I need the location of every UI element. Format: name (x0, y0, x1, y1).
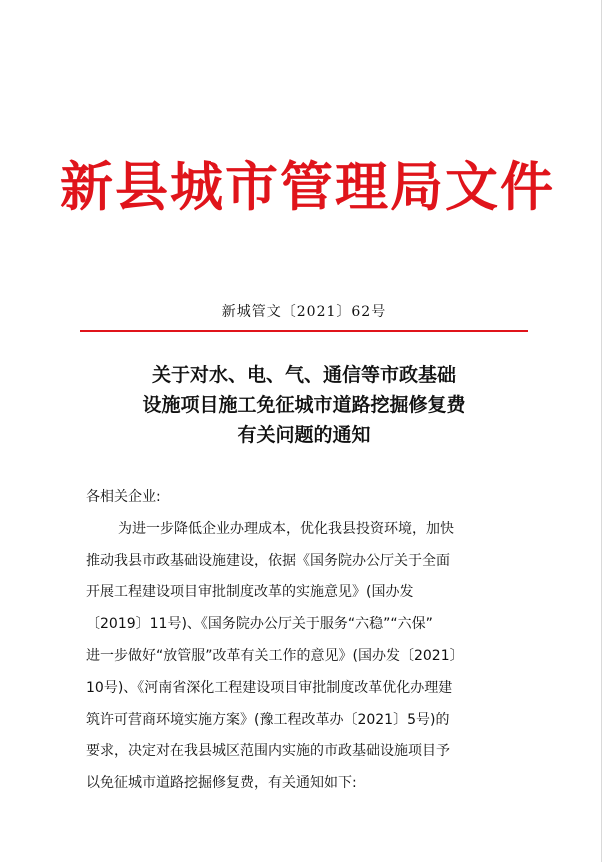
body-line: 为进一步降低企业办理成本，优化我县投资环境，加快 (118, 520, 454, 537)
body-line: 进一步做好“放管服”改革有关工作的意见》(国办发〔2021〕 (86, 647, 464, 664)
document-number: 新城管文〔2021〕62号 (221, 304, 387, 320)
body-line: 推动我县市政基础设施建设，依据《国务院办公厅关于全面 (86, 552, 450, 569)
notice-title (60, 360, 548, 450)
body-line: 以免征城市道路挖掘修复费，有关通知如下: (86, 775, 357, 792)
body-line: 筑许可营商环境实施方案》(豫工程改革办〔2021〕5号)的 (86, 711, 450, 728)
salutation: 各相关企业: (86, 489, 161, 505)
notice-title-line: 设施项目施工免征城市道路挖掘修复费 (142, 394, 466, 416)
notice-title-line: 有关问题的通知 (237, 424, 371, 446)
notice-body (86, 482, 526, 800)
notice-title-line: 关于对水、电、气、通信等市政基础 (151, 364, 456, 386)
body-line: 10号)、《河南省深化工程建设项目审批制度改革优化办理建 (86, 679, 453, 696)
body-line: 要求，决定对在我县城区范围内实施的市政基础设施项目予 (86, 743, 450, 760)
scan-edge-line (601, 0, 602, 862)
body-line: 〔2019〕11号)、《国务院办公厅关于服务“六稳”“六保” (86, 616, 433, 633)
red-divider-rule (80, 330, 528, 332)
document-header-title: 新县城市管理局文件 (60, 156, 555, 218)
body-line: 开展工程建设项目审批制度改革的实施意见》(国办发 (86, 584, 414, 601)
